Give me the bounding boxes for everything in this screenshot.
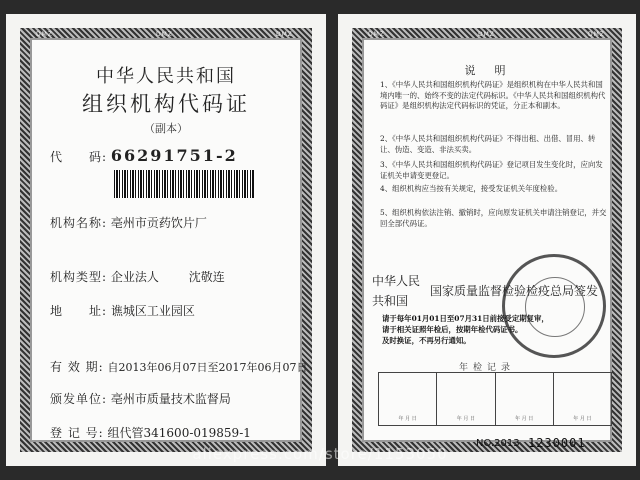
annual-check-title: 年检记录 <box>458 363 515 373</box>
org-type-label: 机构类型: <box>50 270 108 284</box>
address-label: 地 址: <box>50 304 108 318</box>
barcode <box>114 170 254 198</box>
org-name-label: 机构名称: <box>50 216 108 230</box>
annual-check-cell <box>379 373 437 425</box>
certificate-right-page <box>338 14 636 466</box>
note-item: 2、《中华人民共和国组织机构代码证》不得出租、出借、冒用、转让、伪造、变造、非法买卖。 <box>380 134 596 154</box>
border-tag: DMZ <box>478 31 495 38</box>
validity-value: 自2013年06月07日至2017年06月07日 <box>107 361 308 374</box>
reg-value: 组代管341600-019859-1 <box>107 426 251 440</box>
border-tag: DMZ <box>276 31 293 38</box>
cell-date-label: 年 月 日 <box>573 416 592 422</box>
certificate-left-page <box>6 14 326 466</box>
border-tag: DMZ <box>588 31 605 38</box>
border-tag: DMZ <box>368 31 385 38</box>
copy-note: （副本） <box>144 122 188 135</box>
review-notice: 请于相关证照年检后，按期年检代码证书。 <box>382 325 523 334</box>
issuer-line1: 中华人民 <box>372 274 421 288</box>
serial-number: 1230001 <box>528 436 586 450</box>
reg-row <box>50 424 251 441</box>
code-row <box>50 146 238 165</box>
watermark: aliexpress.com/store/1153050 <box>192 445 448 463</box>
validity-label: 有 效 期: <box>50 360 104 374</box>
country-title: 中华人民共和国 <box>96 66 236 87</box>
border-tag: DMZ <box>36 31 53 38</box>
border-tag: DMZ <box>156 31 173 38</box>
annual-check-cell <box>496 373 554 425</box>
code-label: 代 码: <box>50 150 108 164</box>
annual-check-cell <box>554 373 611 425</box>
issuer-main: 国家质量监督检验检疫总局签发 <box>430 284 599 298</box>
note-item: 3、《中华人民共和国组织机构代码证》登记项目发生变化时，应向发证机关申请变更登记。 <box>380 160 603 180</box>
issuer-label: 颁发单位: <box>50 392 108 406</box>
org-type-value: 企业法人 <box>110 270 159 284</box>
certificate-title: 组织机构代码证 <box>82 92 250 116</box>
review-notice: 及时换证，不再另行通知。 <box>382 336 471 345</box>
cell-date-label: 年 月 日 <box>456 416 475 422</box>
instructions-heading: 说 明 <box>464 64 510 77</box>
issuer-value: 亳州市质量技术监督局 <box>110 392 231 406</box>
cell-date-label: 年 月 日 <box>515 416 534 422</box>
org-type-row <box>50 268 225 285</box>
note-item: 5、组织机构依法注销、撤销时，应向原发证机关申请注销登记，并交回全部代码证。 <box>380 208 607 228</box>
reg-label: 登 记 号: <box>50 426 104 440</box>
code-value: 66291751-2 <box>110 146 238 165</box>
note-item: 1、《中华人民共和国组织机构代码证》是组织机构在中华人民共和国境内唯一的、始终不变的法定代码标识。《中华人民共和国组织机构代码证》是组织机构法定代码标识的凭证，分正本和副本。 <box>380 80 606 110</box>
review-notice: 请于每年01月01日至07月31日前接受定期复审， <box>382 314 549 323</box>
address-row <box>50 302 195 319</box>
address-value: 谯城区工业园区 <box>110 304 195 318</box>
annual-check-grid <box>378 372 612 426</box>
note-item: 4、组织机构应当按有关规定，接受发证机关年度检验。 <box>380 184 563 193</box>
cell-date-label: 年 月 日 <box>398 416 417 422</box>
annual-check-cell <box>437 373 495 425</box>
validity-row <box>50 358 308 375</box>
org-name-row <box>50 214 207 231</box>
org-name-value: 亳州市贡药饮片厂 <box>110 216 207 230</box>
serial-prefix: NO.2013 <box>476 438 520 449</box>
issuer-row <box>50 390 231 407</box>
issuer-line2: 共和国 <box>372 294 409 308</box>
legal-rep-value: 沈敬连 <box>188 270 225 284</box>
